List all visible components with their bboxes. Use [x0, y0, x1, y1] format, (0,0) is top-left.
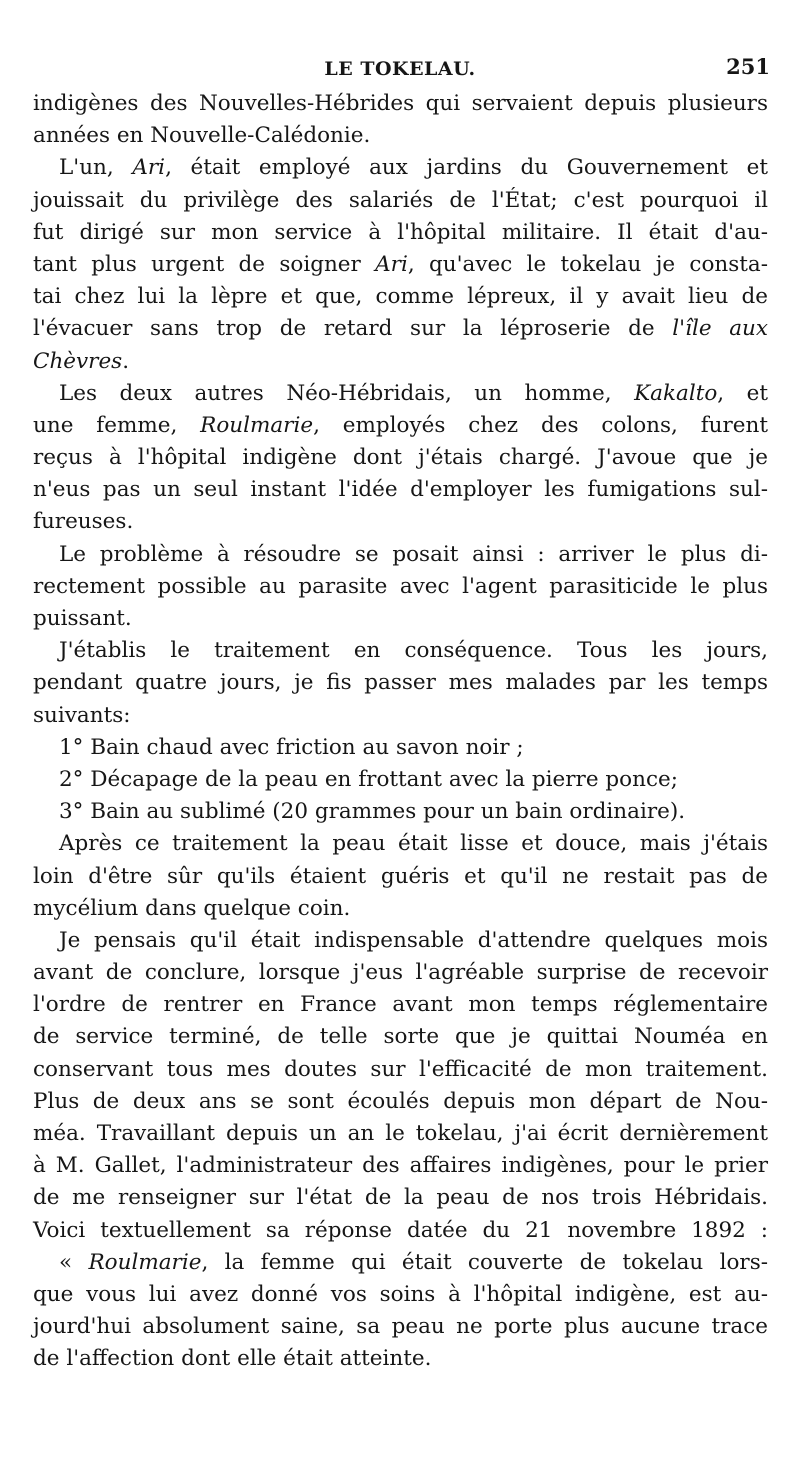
text-line: Je pensais qu'il était indispensable d'attendre quelques mois — [59, 927, 768, 953]
text-line: n'eus pas un seul instant l'idée d'employer les fumigations sul- — [33, 477, 768, 503]
text-line: rectement possible au parasite avec l'agent parasiticide le plus — [33, 573, 768, 599]
text-line: années en Nouvelle-Calédonie. — [33, 123, 371, 149]
text-line: L'un, Ari, était employé aux jardins du Gouvernement et — [59, 155, 768, 181]
text-line: indigènes des Nouvelles-Hébrides qui servaient depuis plusieurs — [33, 91, 768, 116]
text-line: loin d'être sûr qu'ils étaient guéris et qu'il ne restait pas de — [33, 863, 768, 889]
text-line: mycélium dans quelque coin. — [33, 895, 351, 921]
text-line: l'ordre de rentrer en France avant mon temps réglementaire — [33, 992, 768, 1018]
text-line: jourd'hui absolument saine, sa peau ne porte plus aucune trace — [33, 1314, 768, 1340]
text-line: fut dirigé sur mon service à l'hôpital militaire. Il était d'au- — [33, 219, 768, 245]
text-line: 1° Bain chaud avec friction au savon noir ; — [59, 734, 524, 760]
text-line: Plus de deux ans se sont écoulés depuis mon départ de Nou- — [33, 1088, 768, 1114]
text-line: suivants: — [33, 702, 131, 728]
text-line: 2° Décapage de la peau en frottant avec la pierre ponce; — [59, 766, 678, 792]
text-line: jouissait du privilège des salariés de l'État; c'est pourquoi il — [33, 187, 768, 213]
text-line: 3° Bain au sublimé (20 grammes pour un bain ordinaire). — [59, 799, 686, 825]
text-line: pendant quatre jours, je fis passer mes malades par les temps — [33, 670, 768, 696]
text-line: J'établis le traitement en conséquence. Tous les jours, — [59, 638, 768, 664]
page-header — [30, 54, 770, 88]
text-line: que vous lui avez donné vos soins à l'hôpital indigène, est au- — [33, 1281, 768, 1307]
text-line: de me renseigner sur l'état de la peau de nos trois Hébridais. — [33, 1185, 768, 1211]
text-line: avant de conclure, lorsque j'eus l'agréable surprise de recevoir — [33, 960, 768, 986]
text-line: tant plus urgent de soigner Ari, qu'avec le tokelau je consta- — [33, 251, 768, 277]
text-line: « Roulmarie, la femme qui était couverte de tokelau lors- — [59, 1249, 768, 1275]
text-line: l'évacuer sans trop de retard sur la léproserie de l'île aux — [33, 316, 769, 342]
text-line: méa. Travaillant depuis un an le tokelau, j'ai écrit dernièrement — [33, 1121, 768, 1146]
page-number: 251 — [726, 54, 770, 79]
text-line: Voici textuellement sa réponse datée du 21 novembre 1892 : — [33, 1217, 768, 1243]
text-line: une femme, Roulmarie, employés chez des colons, furent — [33, 412, 768, 438]
text-line: reçus à l'hôpital indigène dont j'étais chargé. J'avoue que je — [33, 445, 768, 471]
body-text — [33, 88, 768, 1376]
text-line: Après ce traitement la peau était lisse et douce, mais j'étais — [59, 831, 768, 857]
text-line: puissant. — [33, 606, 132, 631]
text-line: Chèvres. — [33, 348, 130, 374]
running-head: LE TOKELAU. — [324, 58, 476, 80]
text-line: à M. Gallet, l'administrateur des affaires indigènes, pour le prier — [33, 1153, 768, 1179]
text-line: Le problème à résoudre se posait ainsi : arriver le plus di- — [59, 541, 768, 567]
text-line: Les deux autres Néo-Hébridais, un homme, Kakalto, et — [59, 380, 768, 406]
text-line: de l'affection dont elle était atteinte. — [33, 1346, 432, 1372]
text-line: de service terminé, de telle sorte que je quittai Nouméa en — [33, 1024, 768, 1050]
text-line: conservant tous mes doutes sur l'efficacité de mon traitement. — [33, 1056, 768, 1082]
text-line: fureuses. — [33, 509, 134, 535]
text-line: tai chez lui la lèpre et que, comme lépreux, il y avait lieu de — [33, 284, 768, 310]
